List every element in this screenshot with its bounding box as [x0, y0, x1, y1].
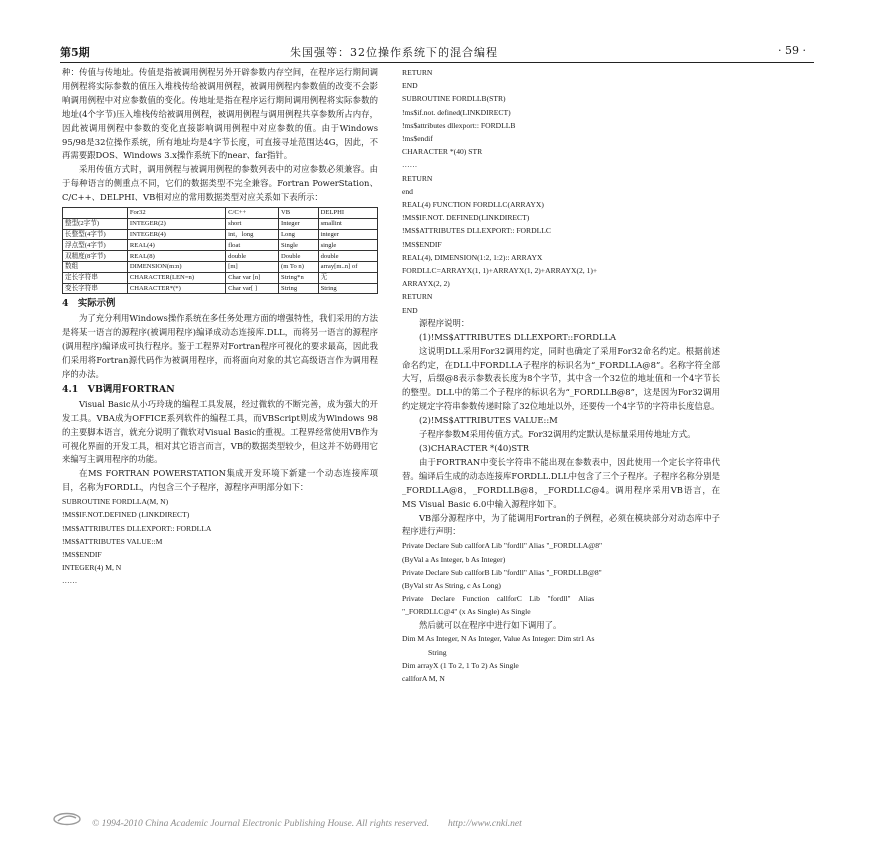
subsection-heading: 4.1 VB调用FORTRAN — [62, 383, 175, 395]
table-row — [63, 272, 378, 283]
code-line: !ms$attributes dllexport:: FORDLLB — [402, 120, 516, 130]
cnki-logo-icon — [52, 812, 82, 826]
code-listing — [402, 66, 720, 317]
table-cell: short — [226, 218, 279, 229]
section-heading: 4 实际示例 — [62, 298, 116, 310]
table-cell: 数组 — [63, 262, 128, 273]
paragraph: 为了充分利用Windows操作系统在多任务处理方面的增强特性，我们采用的方法是将某一语言的源程序(被调用程序)编译成动态连接库.DLL，而将另一语言的源程序(调用程序)编译成可执行程序。鉴于工程界对Fortran程序可视化的要求最高，因此我们采用将Fortran源代码作为被调用程序，而将面向对象的其它高级语言作为调用程序的办法。 — [62, 313, 378, 379]
paragraph: 这说明DLL采用For32调用约定，同时也确定了采用For32命名约定。根据前述命名约定，在DLL中FORDLLA子程序的标识名为“_FORDLLA@8”。名称字符全部大写，后缀@8表示参数表长度为8个字节，其中含一个32位的地址值和一个4字节长的整型。DLL中的第二个子程序的标识名为“_FORDLLB@8”，这是因为For32调用约定规定字符串参数传递时除了32位地址以外，还要传一个4字节的字符串长度信息。 — [402, 345, 720, 412]
code-line: REAL(4), DIMENSION(1:2, 1:2):: ARRAYX — [402, 252, 543, 262]
code-line: RETURN — [402, 68, 433, 77]
table-cell: array[m..n] of — [318, 262, 377, 273]
code-line: CHARACTER *(40) STR — [402, 147, 483, 157]
note-item-heading: (1)!MS$ATTRIBUTES DLLEXPORT::FORDLLA — [419, 331, 617, 342]
table-cell: DIMENSION(m:n) — [127, 262, 225, 273]
table-cell: For32 — [127, 208, 225, 219]
paragraph: 在MS FORTRAN POWERSTATION集成开发环境下新建一个动态连接库项目，名称为FORDLL，内包含三个子程序，源程序声明部分如下： — [62, 468, 378, 493]
right-column — [402, 66, 720, 685]
code-line: !ms$endif — [402, 134, 433, 144]
table-cell: double — [318, 251, 377, 262]
table-cell: 变长字符串 — [63, 283, 128, 294]
code-line: RETURN — [402, 173, 433, 183]
paragraph: VB部分源程序中，为了能调用Fortran的子例程，必须在模块部分对动态库中子程序进行声明： — [402, 512, 720, 537]
paragraph: 种：传值与传地址。传值是指被调用例程另外开辟参数内存空间，在程序运行期间调用例程将实际参数的值压入堆栈传给被调用例程，被调用例程内参数值的改变不会影响调用例程中对应参数值的变化。传地址是指在程序运行期间调用例程将实际参数的地址(4个字节)压入堆栈传给被调用例程，被调用例程与调用例程共享参数所占内存，因此被调用例程中参数的变化直接影响调用例程中对应参数的值。由于Windows 95/98是32位操作系统，所有地址均是4字节长度，可直接寻址范围达4G，因此，不再需要跟DOS、Windows 3.x操作系统下的near、far指针。 — [62, 67, 378, 161]
code-line: Private Declare Sub callforA Lib "fordll" Alias "_FORDLLA@8" — [402, 541, 603, 551]
table-header-row — [63, 208, 378, 219]
data-type-table — [62, 207, 378, 294]
header-rule — [60, 62, 814, 63]
running-header — [60, 44, 820, 62]
table-cell: [m] — [226, 262, 279, 273]
code-listing — [62, 495, 378, 587]
table-cell: Long — [279, 229, 319, 240]
paragraph: 采用传值方式时，调用例程与被调用例程的参数列表中的对应参数必须兼容。由于每种语言的侧重点不同，它们的数据类型不完全兼容。Fortran PowerStation、C/C++、DELPHI、VB相对应的常用数据类型对应关系如下表所示： — [62, 164, 378, 203]
code-line: Dim M As Integer, N As Integer, Value As Integer: Dim str1 As — [402, 634, 595, 644]
table-cell: Char var [n] — [226, 272, 279, 283]
table-cell: (m To n) — [279, 262, 319, 273]
copyright-footer: © 1994-2010 China Academic Journal Electronic Publishing House. All rights reserved. http://www.cnki.net — [92, 819, 522, 829]
code-line: RETURN — [402, 292, 433, 302]
code-line: INTEGER(4) M, N — [62, 563, 122, 573]
table-cell: int，long — [226, 229, 279, 240]
table-cell: String — [279, 283, 319, 294]
page-number: · 59 · — [778, 44, 806, 57]
call-listing — [402, 632, 720, 685]
code-line: …… — [402, 160, 418, 170]
table-cell: float — [226, 240, 279, 251]
table-row — [63, 283, 378, 294]
table-cell: integer — [318, 229, 377, 240]
code-line: END — [402, 81, 418, 91]
code-line: Private Declare Function callforC Lib "fordll" Alias — [402, 594, 595, 604]
table-cell: 浮点型(4字节) — [63, 240, 128, 251]
paragraph: 然后就可以在程序中进行如下调用了。 — [419, 619, 562, 630]
table-row — [63, 262, 378, 273]
table-row — [63, 240, 378, 251]
code-line: SUBROUTINE FORDLLA(M, N) — [62, 497, 169, 507]
code-line: ARRAYX(2, 2) — [402, 279, 450, 289]
table-cell: REAL(8) — [127, 251, 225, 262]
table-cell: DELPHI — [318, 208, 377, 219]
code-line: !ms$if.not. defined(LINKDIRECT) — [402, 107, 511, 117]
code-line: SUBROUTINE FORDLLB(STR) — [402, 94, 506, 104]
code-line: Dim arrayX (1 To 2, 1 To 2) As Single — [402, 660, 519, 670]
left-column — [62, 66, 378, 588]
code-line: Private Declare Sub callforB Lib "fordll" Alias "_FORDLLB@8" — [402, 567, 602, 577]
table-cell: C/C++ — [226, 208, 279, 219]
issue-number: 第5期 — [60, 46, 90, 59]
note-item-heading: (2)!MS$ATTRIBUTES VALUE::M — [419, 415, 558, 426]
running-title: 朱国强等：32位操作系统下的混合编程 — [290, 46, 498, 59]
declare-listing — [402, 539, 720, 618]
note-title: 源程序说明： — [419, 317, 470, 328]
table-cell — [63, 208, 128, 219]
table-row — [63, 251, 378, 262]
code-line: END — [402, 305, 418, 315]
code-line: String — [428, 647, 447, 657]
table-cell: single — [318, 240, 377, 251]
table-cell: 长整型(4字节) — [63, 229, 128, 240]
code-line: (ByVal str As String, c As Long) — [402, 580, 501, 590]
code-line: !MS$ENDIF — [62, 549, 102, 559]
table-cell: 双精度(8字节) — [63, 251, 128, 262]
code-line: !MS$ENDIF — [402, 239, 442, 249]
code-line: callforA M, N — [402, 674, 445, 684]
table-cell: Integer — [279, 218, 319, 229]
table-cell: double — [226, 251, 279, 262]
table-cell: 无 — [318, 272, 377, 283]
paragraph: 由于FORTRAN中变长字符串不能出现在参数表中，因此使用一个定长字符串代替。编译后生成的动态连接库FORDLL.DLL中包含了三个子程序。子程序名称分别是_FORDLLA@8，_FORDLLB@8，_FORDLLC@4。调用程序采用VB语言，在MS Visual Basic 6.0中输入源程序如下。 — [402, 456, 720, 509]
code-line: REAL(4) FUNCTION FORDLLC(ARRAYX) — [402, 200, 544, 210]
code-line: !MS$IF.NOT. DEFINED(LINKDIRECT) — [402, 213, 530, 223]
table-cell: VB — [279, 208, 319, 219]
table-row — [63, 218, 378, 229]
table-cell: INTEGER(2) — [127, 218, 225, 229]
table-cell: 定长字符串 — [63, 272, 128, 283]
table-cell: CHARACTER*(*) — [127, 283, 225, 294]
table-cell: String*n — [279, 272, 319, 283]
table-cell: Char var[ ] — [226, 283, 279, 294]
code-line: end — [402, 186, 413, 196]
table-cell: Single — [279, 240, 319, 251]
code-line: !MS$ATTRIBUTES DLLEXPORT:: FORDLLC — [402, 226, 551, 236]
paragraph: 子程序参数M采用传值方式。For32调用约定默认是标量采用传地址方式。 — [419, 429, 696, 440]
table-cell: REAL(4) — [127, 240, 225, 251]
note-item-heading: (3)CHARACTER *(40)STR — [419, 443, 530, 454]
code-line: "_FORDLLC@4" (x As Single) As Single — [402, 607, 531, 617]
code-line: (ByVal a As Integer, b As Integer) — [402, 554, 506, 564]
code-line: !MS$ATTRIBUTES DLLEXPORT:: FORDLLA — [62, 523, 212, 533]
code-line: FORDLLC=ARRAYX(1, 1)+ARRAYX(1, 2)+ARRAYX(2, 1)+ — [402, 266, 598, 276]
table-cell: smallint — [318, 218, 377, 229]
code-line: …… — [62, 576, 78, 586]
table-cell: CHARACTER(LEN=n) — [127, 272, 225, 283]
table-cell: INTEGER(4) — [127, 229, 225, 240]
code-line: !MS$IF.NOT.DEFINED (LINKDIRECT) — [62, 510, 190, 520]
table-cell: 整型(2字节) — [63, 218, 128, 229]
table-cell: String — [318, 283, 377, 294]
paragraph: Visual Basic从小巧玲珑的编程工具发展，经过微软的不断完善，成为强大的开发工具。VBA成为OFFICE系列软件的编程工具，而VBScript则成为Windows 98的主要脚本语言，就充分说明了微软对Visual Basic的重视。工程界经常使用VB作为可视化界面的开发工具，相对其它语言而言，VB的数据类型较少，但这并不妨碍用它来编写主调用程序的功能。 — [62, 398, 378, 465]
code-line: !MS$ATTRIBUTES VALUE::M — [62, 536, 163, 546]
table-cell: Double — [279, 251, 319, 262]
table-row — [63, 229, 378, 240]
